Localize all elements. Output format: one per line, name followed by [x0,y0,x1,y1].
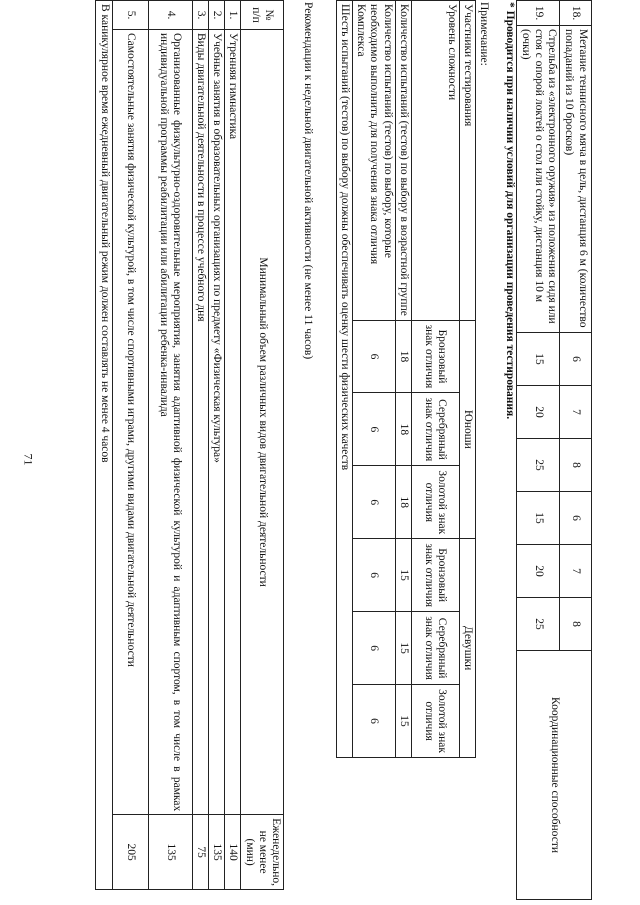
table-row [208,1,224,890]
value-cell: 15 [395,539,411,612]
row-time: 205 [112,815,148,890]
badge-header: Бронзовый знак отличия [411,320,459,393]
value-cell: 18 [395,466,411,539]
row-time: 140 [225,815,241,890]
category-cell: Координационные способности [517,651,592,900]
header-num: № п/п [241,1,284,30]
row-number: 2. [208,1,224,30]
note-label: Примечание: [478,2,490,66]
badge-header: Золотой знак отличия [411,685,459,758]
table-row [336,1,352,758]
value-cell: 18 [395,393,411,466]
table-row [395,1,411,758]
value-cell: 15 [517,333,560,386]
row-time: 135 [208,815,224,890]
recommendations-title: Рекомендации к недельной двигательной активности (не менее 11 часов) [302,2,314,360]
boys-label: Юноши [459,320,475,539]
table-row [411,1,459,758]
value-cell: 6 [352,539,395,612]
row-label: Количество испытаний (тестов) по выбору, которые необходимо выполнить для получения знака отличия Комплекса [352,1,395,321]
row-number: 19. [517,1,560,26]
row-time: 75 [192,815,208,890]
table-row [148,1,192,890]
value-cell: 6 [352,393,395,466]
row-text: Метание теннисного мяча в цель, дистанция 6 м (количество попаданий из 10 бросков) [560,26,592,333]
row-number: 18. [560,1,592,26]
row-desc: Самостоятельные занятия физической культурой, в том числе спортивными играми, другими видами двигательной деятельности [112,30,148,815]
value-cell: 6 [560,333,592,386]
header-time: Еженедельно, не менее (мин) [241,815,284,890]
table-row [225,1,241,890]
row-label: Количество испытаний (тестов) по выбору в возрастной группе [395,1,411,321]
table-row [459,1,475,758]
table-row [352,1,395,758]
row-number: 1. [225,1,241,30]
tests-table [516,0,592,900]
value-cell: 15 [395,612,411,685]
table-row [560,1,592,900]
value-cell: 20 [517,545,560,598]
badge-header: Золотой знак отличия [411,466,459,539]
row-number: 5. [112,1,148,30]
row-desc: Учебные занятия в образовательных организациях по предмету «Физическая культура» [208,30,224,815]
value-cell: 6 [352,685,395,758]
row-time: 135 [148,815,192,890]
value-cell: 8 [560,439,592,492]
badge-header: Серебряный знак отличия [411,393,459,466]
value-cell: 7 [560,386,592,439]
table-row [112,1,148,890]
row-desc: Виды двигательной деятельности в процессе учебного дня [192,30,208,815]
activity-table [95,0,284,890]
table-row [241,1,284,890]
badge-header: Бронзовый знак отличия [411,539,459,612]
value-cell: 25 [517,598,560,651]
value-cell: 7 [560,545,592,598]
participants-label: Участники тестирования [459,1,475,321]
participants-table [336,0,476,758]
value-cell: 25 [517,439,560,492]
value-cell: 20 [517,386,560,439]
value-cell: 6 [352,612,395,685]
value-cell: 8 [560,598,592,651]
value-cell: 6 [560,492,592,545]
page-number: 71 [21,453,36,466]
table-row [96,1,112,890]
badge-header: Серебряный знак отличия [411,612,459,685]
value-cell: 18 [395,320,411,393]
level-label: Уровень сложности [411,1,459,321]
holiday-row: В каникулярное время ежедневный двигательный режим должен составлять не менее 4 часов [96,1,112,890]
value-cell: 15 [517,492,560,545]
header-desc: Минимальный объем различных видов двигательной деятельности [241,30,284,815]
row-number: 3. [192,1,208,30]
value-cell: 15 [395,685,411,758]
row-desc: Утренняя гимнастика [225,30,241,815]
row-desc: Организованные физкультурно-оздоровительные мероприятия, занятия адаптивной физической культурой и адаптивным спортом, в том числе в рамках индивидуальной программы реабилитации или абилитации ребенка-инвалида [148,30,192,815]
row-text: Стрельба из «электронного оружия» из положения сидя или стоя с опорой локтей о стол или стойку, дистанция 10 м (очки) [517,26,560,333]
girls-label: Девушки [459,539,475,758]
last-row: Шесть испытаний (тестов) по выбору должны обеспечивать оценку шести физических качеств [336,1,352,758]
footnote: * Проводится при наличии условий для организации проведения тестирования. [504,2,516,420]
row-number: 4. [148,1,192,30]
value-cell: 6 [352,320,395,393]
value-cell: 6 [352,466,395,539]
table-row [192,1,208,890]
